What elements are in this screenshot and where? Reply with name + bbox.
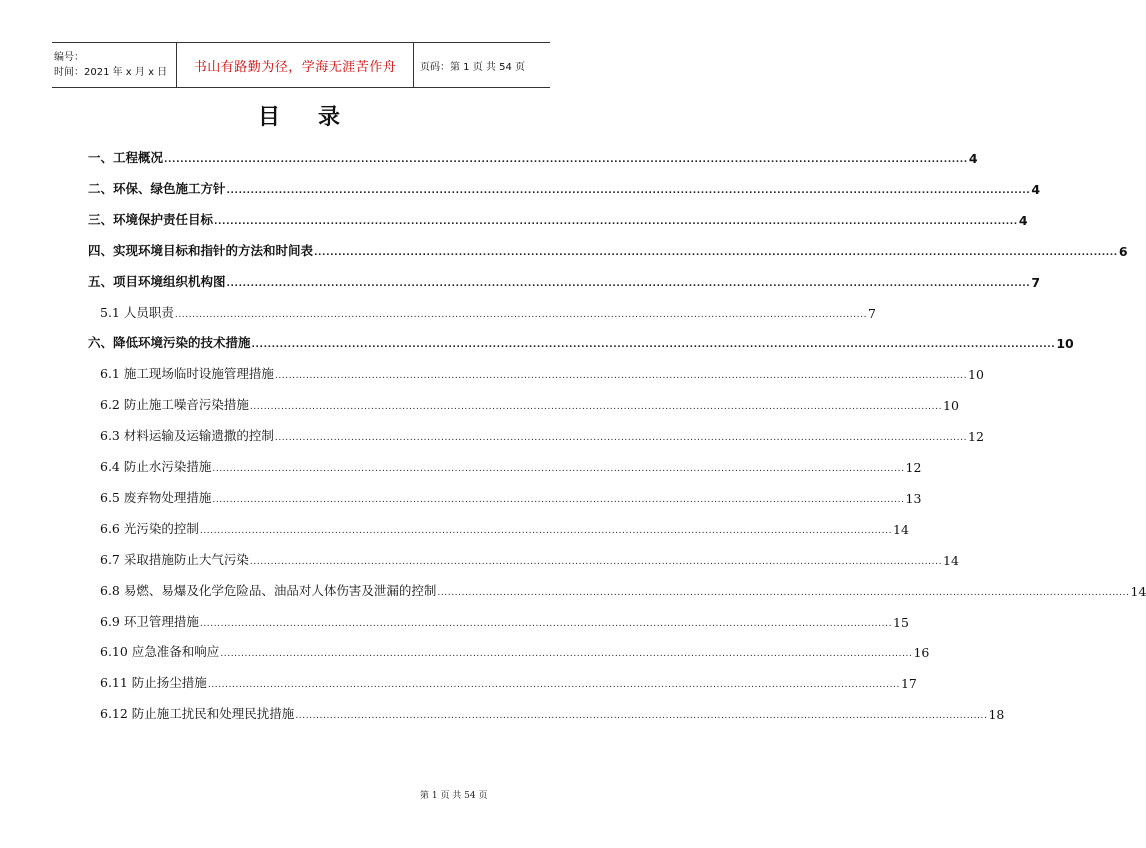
toc-entry-page: 10 (943, 398, 959, 414)
toc-dot-leader: ........................................................................................................................................................................................................ (295, 711, 988, 722)
toc-dot-leader: ........................................................................................................................................................................................................ (174, 309, 868, 320)
toc-entry-label: 6.1 施工现场临时设施管理措施 (100, 366, 274, 382)
toc-entry[interactable] (100, 704, 1005, 723)
toc-entry-label: 二、环保、绿色施工方针 (88, 180, 226, 196)
toc-dot-leader: ........................................................................................................................................................................................................ (274, 433, 968, 444)
toc-dot-leader: ........................................................................................................................................................................................................ (251, 340, 1056, 351)
toc-entry[interactable] (88, 210, 1028, 228)
toc-dot-leader: ........................................................................................................................................................................................................ (214, 216, 1018, 227)
toc-dot-leader: ........................................................................................................................................................................................................ (199, 618, 893, 629)
toc-entry[interactable] (100, 550, 959, 568)
toc-entry-page: 14 (1130, 583, 1146, 599)
toc-dot-leader: ........................................................................................................................................................................................................ (207, 680, 900, 691)
toc-entry-page: 13 (905, 490, 922, 506)
toc-entry-label: 五、项目环境组织机构图 (88, 273, 226, 289)
toc-entry[interactable] (100, 519, 909, 537)
page-footer: 第 1 页 共 54 页 (420, 791, 488, 801)
toc-entry-page: 16 (913, 645, 930, 661)
toc-entry[interactable] (100, 488, 922, 506)
toc-entry-page: 12 (905, 460, 922, 475)
toc-entry[interactable] (100, 457, 922, 475)
header-motto-cell (177, 43, 414, 87)
toc-entry[interactable] (100, 364, 984, 383)
toc-entry-page: 17 (900, 676, 917, 692)
header-time-label: 时间：2021 年 x 月 x 日 (54, 67, 168, 78)
toc-dot-leader: ........................................................................................................................................................................................................ (274, 371, 968, 382)
toc-entry-page: 6 (1118, 243, 1128, 259)
toc-entry[interactable] (100, 642, 930, 661)
page-title-left: 目 (257, 104, 282, 130)
toc-entry-page: 10 (968, 367, 984, 383)
toc-entry-label: 6.11 防止扬尘措施 (100, 675, 207, 691)
toc-dot-leader: ........................................................................................................................................................................................................ (212, 464, 905, 474)
toc-entry[interactable] (100, 426, 984, 445)
toc-entry-label: 6.12 防止施工扰民和处理民扰措施 (100, 706, 295, 722)
toc-entry[interactable] (100, 612, 909, 630)
toc-entry-page: 14 (893, 521, 909, 537)
toc-entry[interactable] (88, 272, 1041, 290)
toc-entry-label: 一、工程概况 (88, 150, 164, 165)
toc-entry-page: 18 (988, 707, 1005, 723)
header-number-label: 编号： (54, 52, 84, 63)
toc-entry-label: 6.3 材料运输及运输遗撒的控制 (100, 428, 274, 444)
toc-entry-label: 6.2 防止施工噪音污染措施 (100, 397, 249, 413)
header-motto: 书山有路勤为径，学海无涯苦作舟 (193, 59, 397, 75)
toc-dot-leader: ........................................................................................................................................................................................................ (437, 587, 1130, 598)
toc-entry-page: 7 (868, 305, 876, 321)
header-page-info: 页码：第 1 页 共 54 页 (420, 61, 525, 73)
toc-entry[interactable] (100, 395, 959, 414)
toc-dot-leader: ........................................................................................................................................................................................................ (226, 185, 1031, 196)
toc-entry[interactable] (100, 673, 917, 692)
toc-entry[interactable] (100, 303, 876, 321)
toc-entry[interactable] (88, 179, 1041, 197)
toc-entry-label: 6.9 环卫管理措施 (100, 613, 199, 629)
toc-entry-page: 12 (968, 429, 984, 445)
page-title-right: 录 (318, 104, 343, 130)
toc-dot-leader: ........................................................................................................................................................................................................ (226, 278, 1031, 289)
toc-dot-leader: ........................................................................................................................................................................................................ (164, 155, 968, 165)
toc-dot-leader: ........................................................................................................................................................................................................ (220, 649, 913, 660)
page-header (52, 42, 550, 88)
toc-entry-label: 6.7 采取措施防止大气污染 (100, 551, 249, 567)
toc-entry-page: 15 (893, 614, 909, 630)
toc-entry[interactable] (88, 148, 978, 166)
toc-entry[interactable] (88, 241, 1128, 259)
toc-entry-page: 4 (968, 151, 978, 166)
toc-entry-label: 六、降低环境污染的技术措施 (88, 335, 251, 351)
toc-dot-leader: ........................................................................................................................................................................................................ (212, 494, 905, 505)
toc-dot-leader: ........................................................................................................................................................................................................ (249, 402, 943, 413)
toc-entry-label: 6.4 防止水污染措施 (100, 459, 212, 474)
toc-entry-label: 四、实现环境目标和指针的方法和时间表 (88, 242, 314, 258)
toc-entry-page: 7 (1031, 274, 1041, 290)
toc-entry-label: 三、环境保护责任目标 (88, 211, 214, 227)
toc-entry-label: 6.8 易燃、易爆及化学危险品、油品对人体伤害及泄漏的控制 (100, 582, 437, 598)
header-page-info-cell (414, 43, 550, 87)
page-title (0, 100, 600, 131)
toc-entry-page: 14 (943, 552, 959, 568)
toc-entry-label: 6.6 光污染的控制 (100, 520, 199, 536)
header-meta (52, 43, 177, 87)
toc-entry-page: 10 (1056, 336, 1074, 352)
toc-entry-label: 6.5 废弃物处理措施 (100, 489, 212, 505)
toc-dot-leader: ........................................................................................................................................................................................................ (314, 247, 1118, 258)
toc-entry-label: 5.1 人员职责 (100, 304, 174, 320)
toc-entry-page: 4 (1031, 181, 1041, 197)
toc-entry-page: 4 (1018, 212, 1028, 228)
toc-entry-label: 6.10 应急准备和响应 (100, 644, 220, 660)
toc-dot-leader: ........................................................................................................................................................................................................ (249, 556, 943, 567)
toc-entry[interactable] (100, 581, 1146, 599)
toc-entry[interactable] (88, 333, 1074, 352)
toc-dot-leader: ........................................................................................................................................................................................................ (199, 525, 893, 536)
